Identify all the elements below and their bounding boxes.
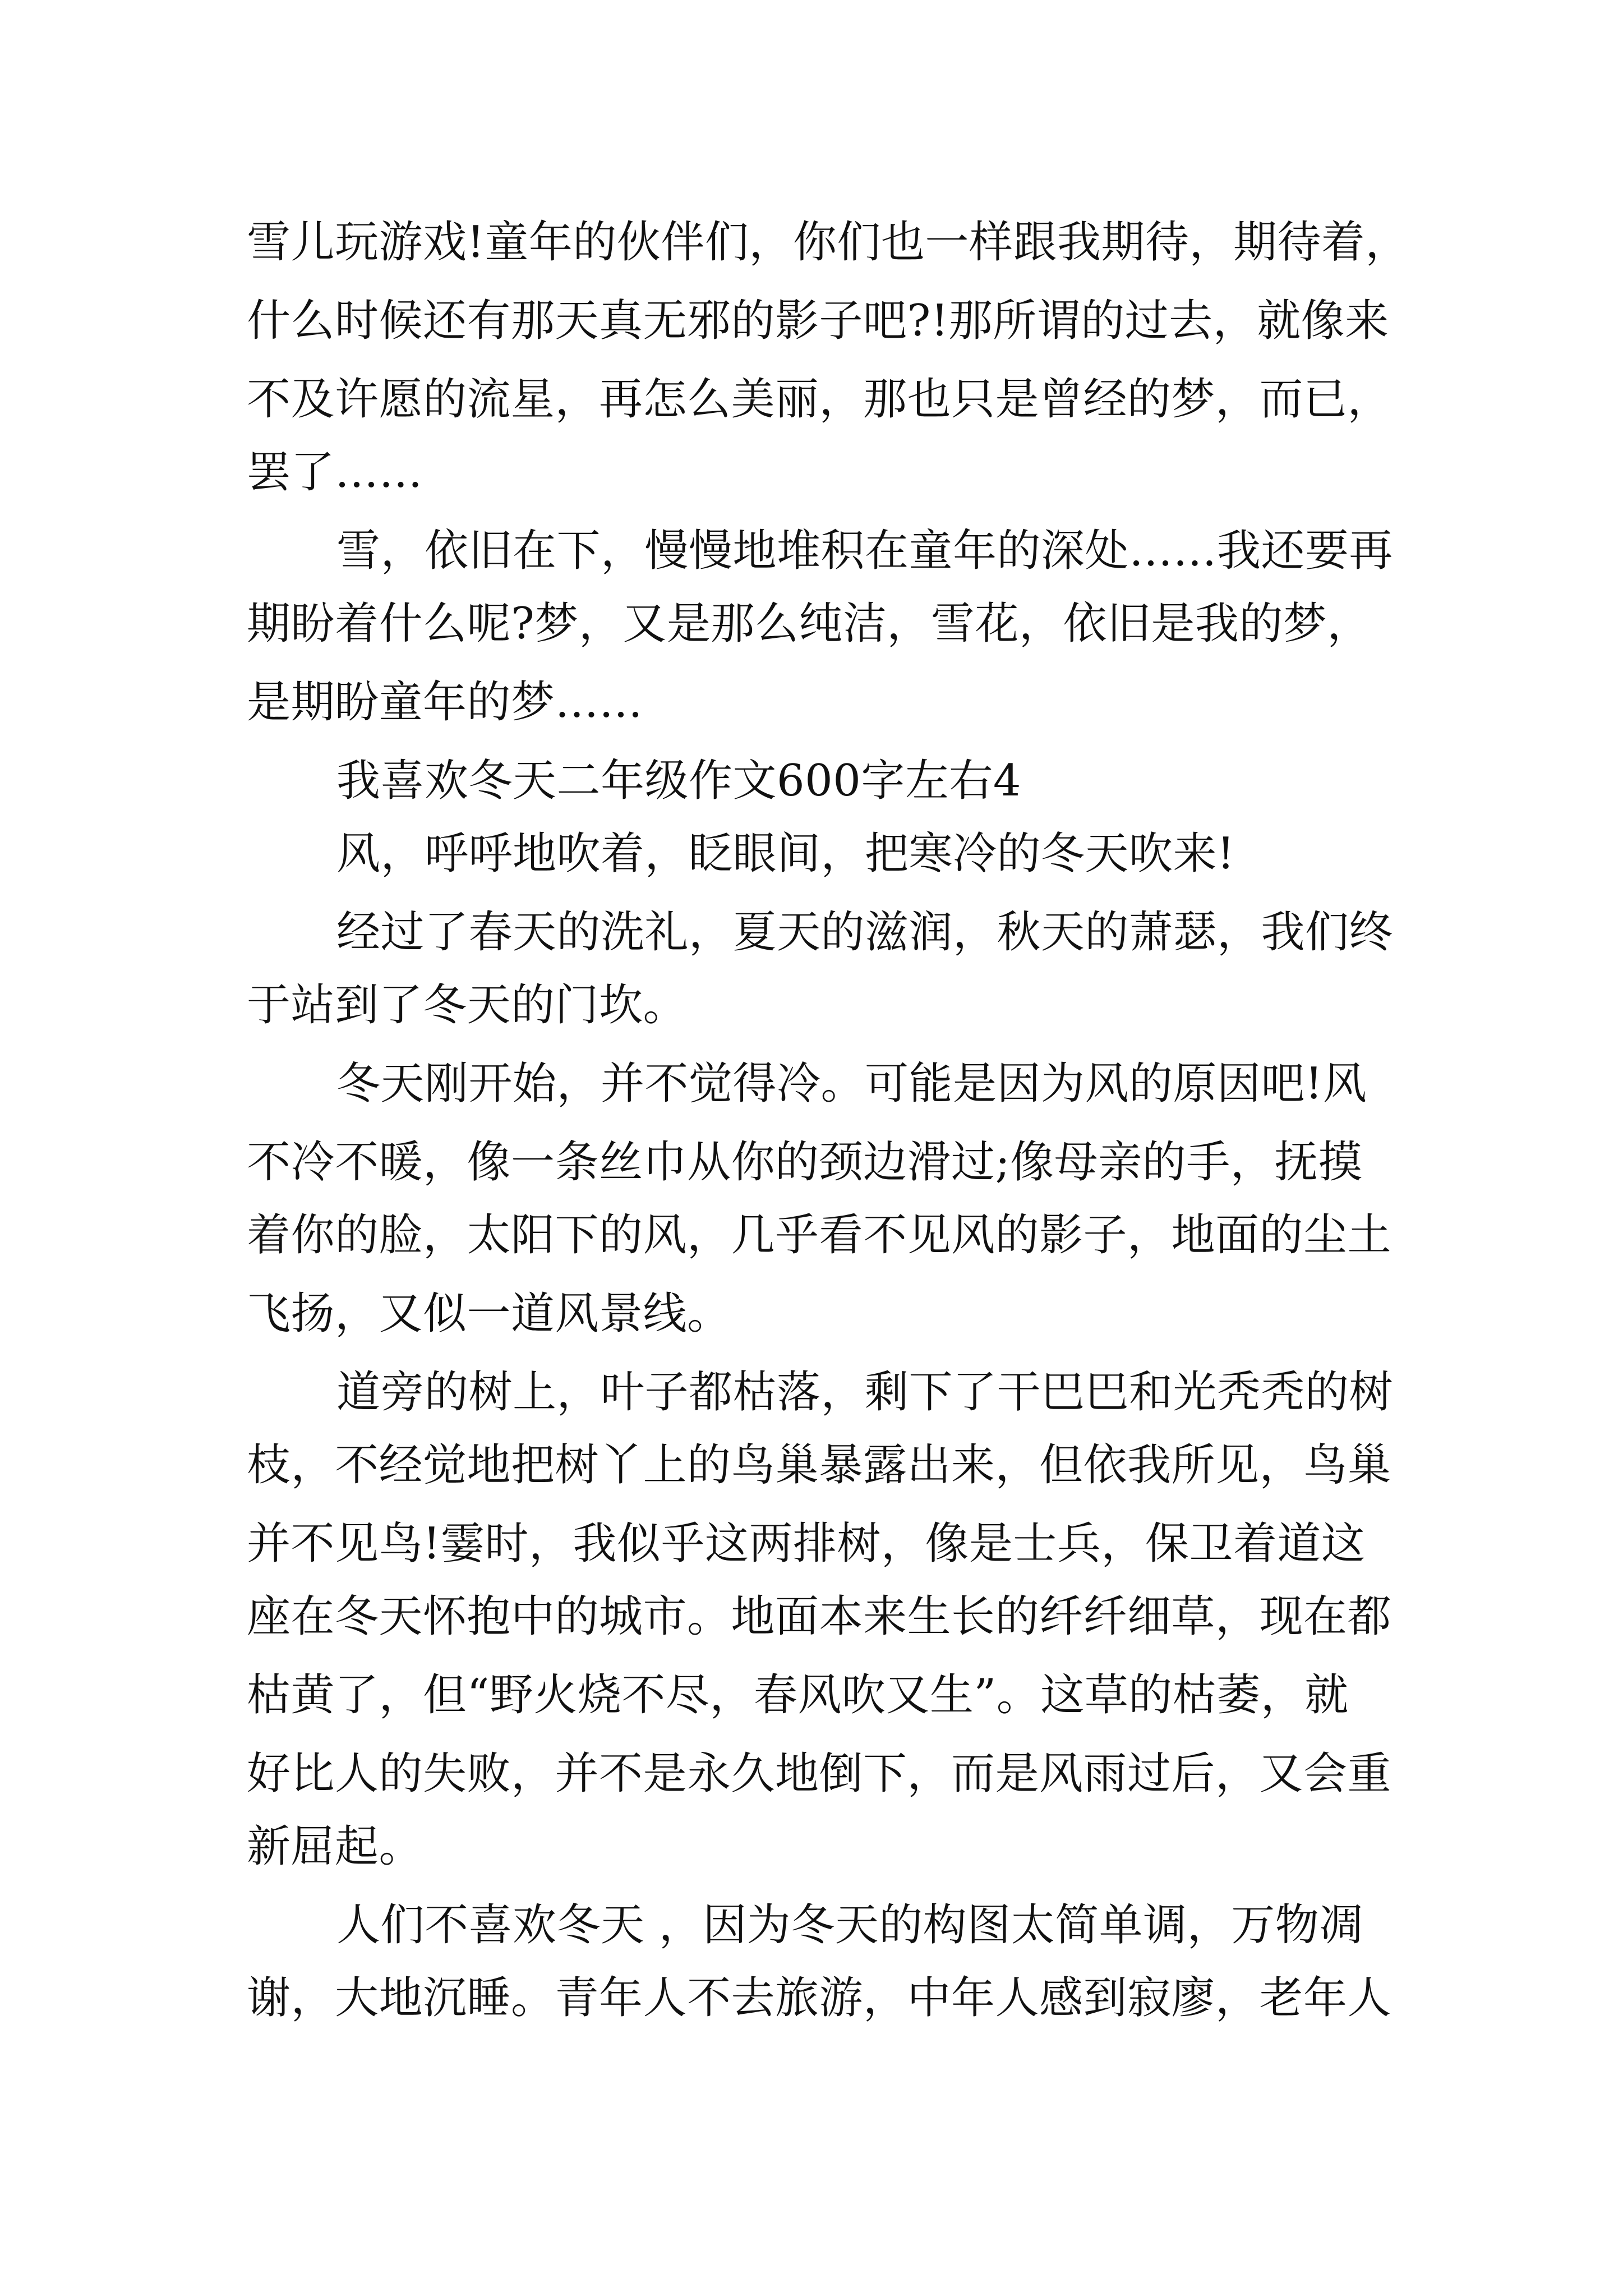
text-line: 并不见鸟!霎时，我似乎这两排树，像是士兵，保卫着道这 <box>247 1519 1366 1569</box>
text-line: 于站到了冬天的门坎。 <box>247 980 688 1030</box>
text-line: 什么时候还有那天真无邪的影子吧?!那所谓的过去，就像来 <box>247 296 1389 346</box>
text-line: 新屈起。 <box>247 1821 423 1872</box>
section-heading: 我喜欢冬天二年级作文600字左右4 <box>336 756 1022 806</box>
text-line: 冬天刚开始，并不觉得冷。可能是因为风的原因吧!风 <box>336 1059 1367 1109</box>
text-line: 谢，大地沉睡。青年人不去旅游，中年人感到寂廖，老年人 <box>247 1973 1392 2023</box>
text-line: 人们不喜欢冬天 ，因为冬天的构图太简单调，万物凋 <box>336 1900 1363 1950</box>
text-line: 着你的脸，太阳下的风，几乎看不见风的影子，地面的尘土 <box>247 1210 1392 1260</box>
text-line: 风，呼呼地吹着，眨眼间，把寒冷的冬天吹来! <box>336 829 1235 879</box>
text-line: 不及许愿的流星，再怎么美丽，那也只是曾经的梦，而已， <box>247 374 1392 425</box>
text-line: 是期盼童年的梦…… <box>247 677 643 728</box>
text-line: 经过了春天的洗礼，夏天的滋润，秋天的萧瑟，我们终 <box>336 907 1394 958</box>
text-line: 雪儿玩游戏!童年的伙伴们，你们也一样跟我期待，期待着， <box>247 217 1409 268</box>
text-line: 枯黄了，但“野火烧不尽，春风吹又生”。这草的枯萎，就 <box>247 1670 1349 1720</box>
text-line: 道旁的树上，叶子都枯落，剩下了干巴巴和光秃秃的树 <box>336 1367 1394 1418</box>
text-line: 枝，不经觉地把树丫上的鸟巢暴露出来，但依我所见，鸟巢 <box>247 1440 1392 1490</box>
text-line: 好比人的失败，并不是永久地倒下，而是风雨过后，又会重 <box>247 1749 1392 1799</box>
text-line: 座在冬天怀抱中的城市。地面本来生长的纤纤细草，现在都 <box>247 1591 1392 1642</box>
text-line: 不冷不暖，像一条丝巾从你的颈边滑过;像母亲的手，抚摸 <box>247 1137 1363 1188</box>
text-line: 雪，依旧在下，慢慢地堆积在童年的深处……我还要再 <box>336 526 1394 576</box>
text-line: 罢了…… <box>247 447 423 498</box>
text-line: 飞扬，又似一道风景线。 <box>247 1289 731 1339</box>
text-line: 期盼着什么呢?梦，又是那么纯洁，雪花，依旧是我的梦， <box>247 599 1371 649</box>
